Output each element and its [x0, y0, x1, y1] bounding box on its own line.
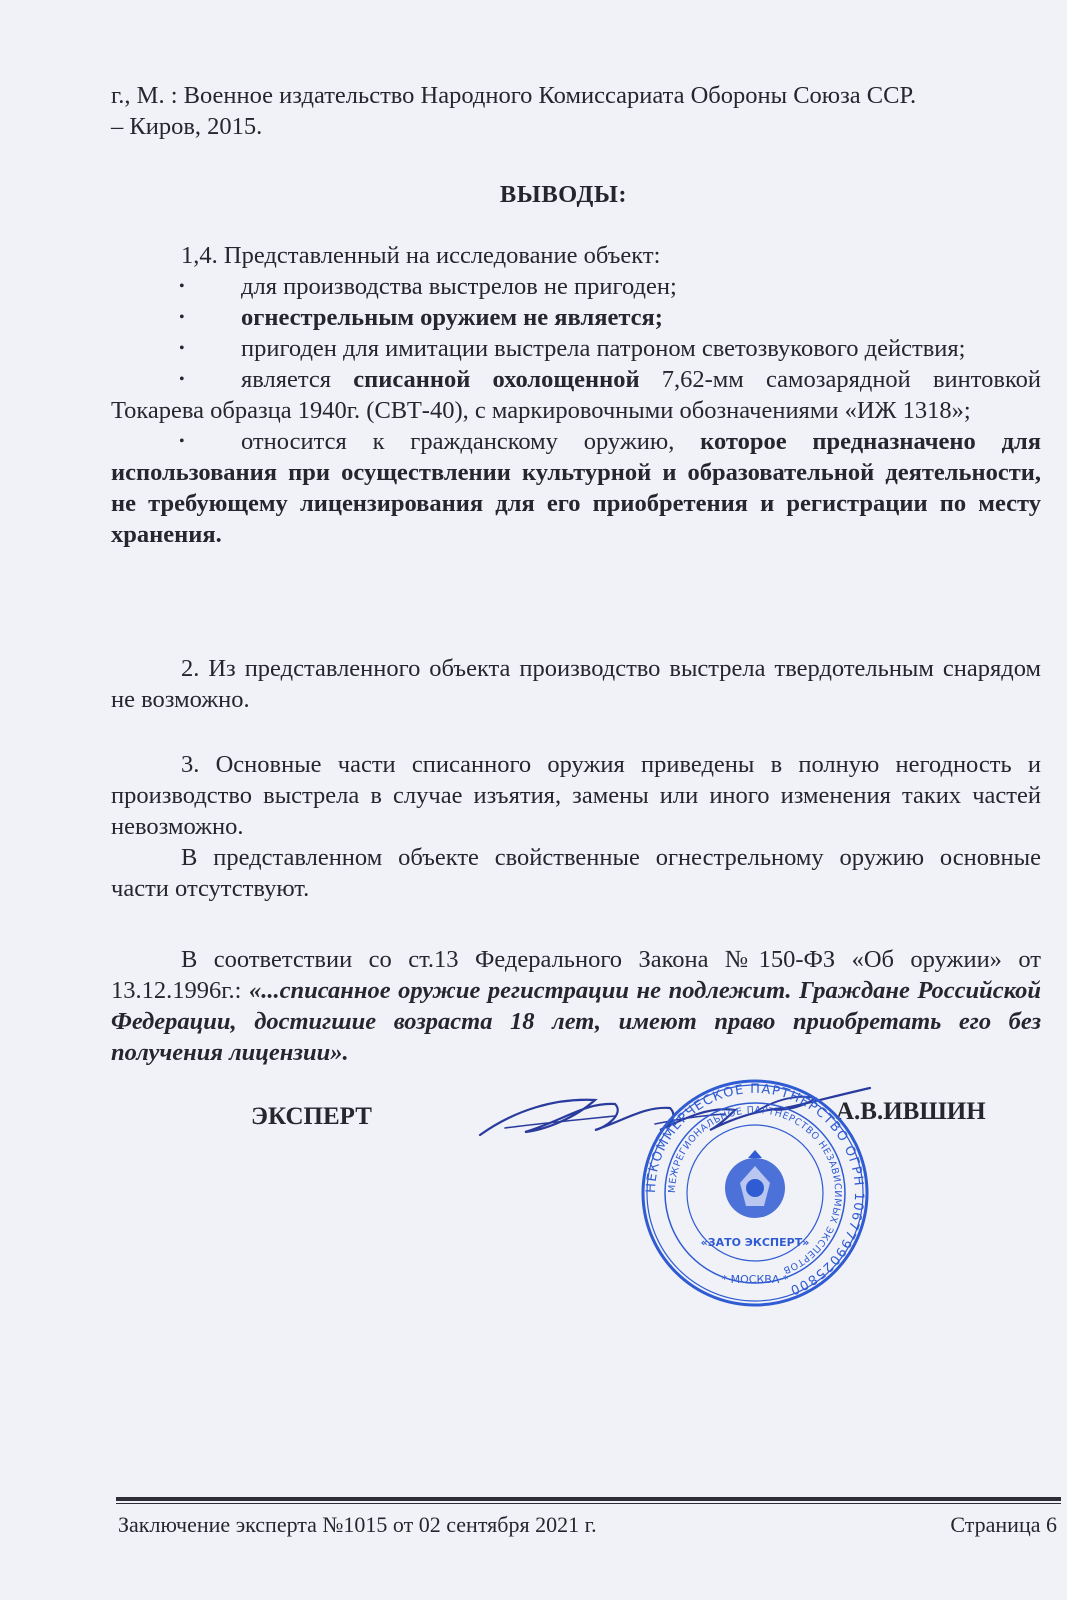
conclusion-intro: 1,4. Представленный на исследование объект: [181, 242, 661, 269]
conclusion-1-4 [111, 240, 1041, 550]
conclusion-2-text: 2. Из представленного объекта производство выстрела твердотельным снарядом не возможно. [111, 655, 1041, 713]
conclusion-item-1 [111, 271, 1041, 302]
stamp-inner-text: МЕЖРЕГИОНАЛЬНОЕ ПАРТНЕРСТВО НЕЗАВИСИМЫХ ЭКСПЕРТОВ [666, 1104, 844, 1276]
item-text: пригоден для имитации выстрела патроном светозвукового действия; [241, 335, 966, 362]
reference-line-1: г., М. : Военное издательство Народного Комиссариата Обороны Союза ССР. [111, 82, 917, 109]
footer-rule-thin [116, 1503, 1061, 1504]
conclusion-3 [111, 749, 1041, 904]
item-text: огнестрельным оружием не является; [241, 304, 663, 331]
bullet-icon: • [179, 340, 185, 357]
bullet-icon: • [179, 278, 185, 295]
law-reference-pre: В соответствии со ст.13 Федерального Закона №150-ФЗ «Об оружии» от 13.12.1996г.: [111, 946, 1041, 1004]
emblem-icon [725, 1150, 785, 1218]
reference-tail [111, 80, 1041, 142]
conclusion-3-text: 3. Основные части списанного оружия приведены в полную негодность и производство выстрела в случае изъятия, замены или иного изменения таких частей невозможно. [111, 751, 1041, 840]
footer-rule-thick [116, 1497, 1061, 1501]
conclusion-3-note: В представленном объекте свойственные огнестрельному оружию основные части отсутствуют. [111, 844, 1041, 902]
stamp-center-text: «ЗАТО ЭКСПЕРТ» [700, 1236, 810, 1249]
stamp-city: * МОСКВА * [721, 1273, 789, 1286]
law-reference [111, 944, 1041, 1068]
law-quote: «...списанное оружие регистрации не подлежит. Граждане Российской Федерации, достигшие возраста 18 лет, имеют право приобретать его без получения лицензии». [111, 977, 1041, 1066]
footer-page-number: Страница 6 [950, 1512, 1057, 1537]
item-text-bold: которое предназначено для использования при осуществлении культурной и образовательной деятельности, не требующему лицензирования для его приобретения и регистрации по месту хранения. [111, 428, 1042, 548]
conclusion-item-2 [111, 302, 1041, 333]
section-title: ВЫВОДЫ: [499, 181, 628, 208]
conclusion-item-3 [111, 333, 1041, 364]
footer-document-ref: Заключение эксперта №1015 от 02 сентября 2021 г. [118, 1512, 597, 1537]
bullet-icon: • [179, 433, 185, 450]
bullet-icon: • [179, 371, 185, 388]
conclusion-item-5 [111, 426, 1041, 550]
stamp-outer-text: НЕКОММЕРЧЕСКОЕ ПАРТНЕРСТВО ОГРН 1067799025800 [643, 1081, 867, 1298]
conclusion-item-4 [111, 364, 1041, 426]
bullet-icon: • [179, 309, 185, 326]
conclusion-2 [111, 653, 1041, 715]
item-text: для производства выстрелов не пригоден; [241, 273, 677, 300]
reference-line-2: – Киров, 2015. [111, 113, 263, 140]
law-reference-text [111, 944, 1041, 1068]
official-stamp [640, 1078, 870, 1308]
item-text-pre: является [241, 366, 354, 393]
item-text-bold: списанной охолощенной [353, 366, 640, 393]
item-text-post: 7,62-мм самозарядной винтовкой Токарева образца 1940г. (СВТ-40), с маркировочными обозначениями «ИЖ 1318»; [111, 366, 1041, 424]
item-text-pre: относится к гражданскому оружию, [241, 428, 701, 455]
expert-name: А.В.ИВШИН [836, 1098, 986, 1125]
expert-label: ЭКСПЕРТ [251, 1103, 372, 1130]
